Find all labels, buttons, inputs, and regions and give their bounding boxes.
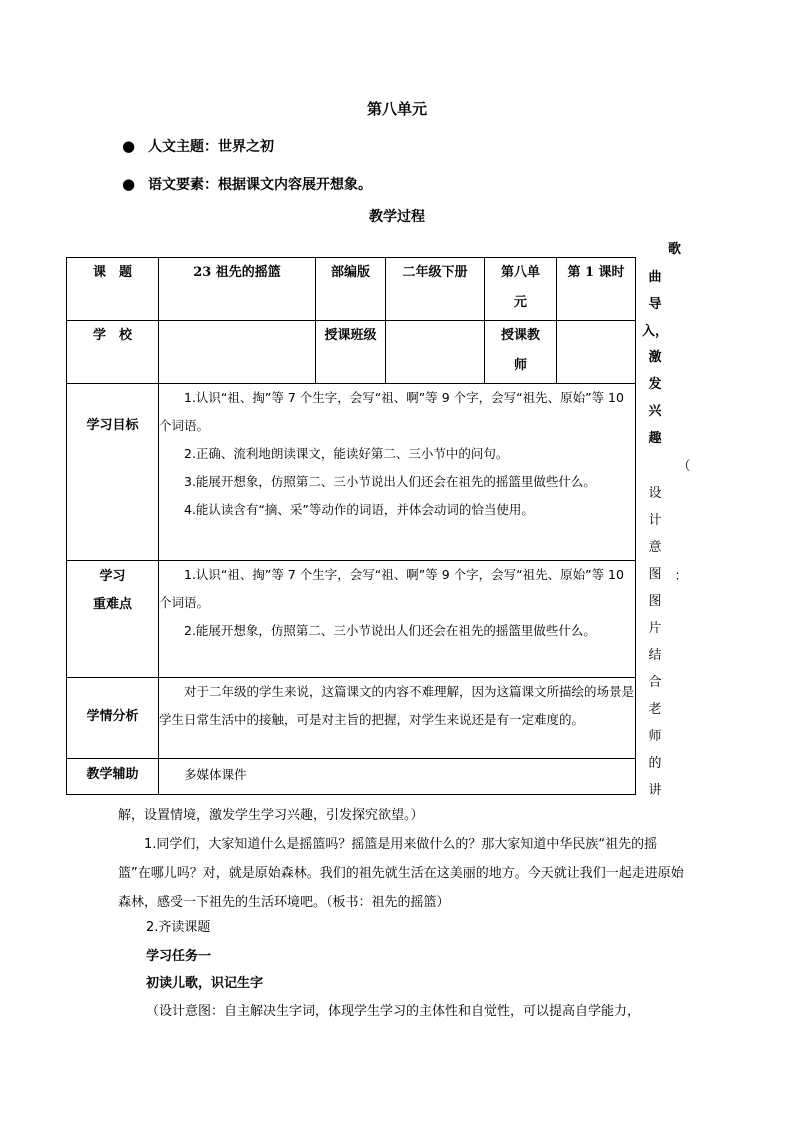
side-char: 曲 <box>648 270 662 285</box>
label-goals: 学习目标 <box>67 384 159 561</box>
key-item: 1.认识“祖、掏”等 7 个生字，会写“祖、啊”等 9 个字，会写“祖先、原始”等 10 个词语。 <box>159 567 624 610</box>
side-char: 歌 <box>668 242 682 257</box>
label-class: 授课班级 <box>316 321 386 384</box>
side-char: 激 <box>648 350 662 365</box>
design-note: （设计意图：自主解决生字词，体现学生学习的主体性和自觉性，可以提高自学能力， <box>146 1004 641 1019</box>
goals-content <box>159 384 636 561</box>
side-char: 趣 <box>648 431 662 446</box>
goal-item: 1.认识“祖、掏”等 7 个生字，会写“祖、啊”等 9 个字，会写“祖先、原始”等 10 个词语。 <box>159 390 624 433</box>
school-value <box>159 321 316 384</box>
side-paren: （ <box>677 459 691 474</box>
theme-line: 人文主题：世界之初 <box>148 139 274 155</box>
side-char: 导 <box>648 297 662 312</box>
unit-cell: 第八单元 <box>485 258 557 321</box>
label-teacher: 授课教师 <box>485 321 557 384</box>
label-key-points <box>67 561 159 678</box>
key-label-line2: 重难点 <box>92 597 132 612</box>
side-char: 讲 <box>648 783 662 798</box>
class-value <box>386 321 485 384</box>
side-char: 设 <box>648 486 662 501</box>
side-char: 片 <box>648 621 662 636</box>
key-item: 2.能展开想象，仿照第二、三小节说出人们还会在祖先的摇篮里做些什么。 <box>184 623 596 638</box>
teacher-value <box>557 321 636 384</box>
period-cell: 第 1 课时 <box>557 258 636 321</box>
lesson-table <box>66 257 636 795</box>
aids-text: 多媒体课件 <box>159 759 636 795</box>
body-line1: 解，设置情境，激发学生学习兴趣，引发探究欲望。） <box>118 808 424 823</box>
grade: 二年级下册 <box>386 258 485 321</box>
goal-item: 2.正确、流利地朗读课文，能读好第二、三小节中的问句。 <box>184 446 509 461</box>
element-line: 语文要素：根据课文内容展开想象。 <box>148 177 372 193</box>
side-char: 意 <box>648 540 662 555</box>
side-colon: ： <box>674 569 688 584</box>
label-aids: 教学辅助 <box>67 759 159 795</box>
task-title: 学习任务一 <box>146 949 212 964</box>
side-char: 发 <box>648 377 662 392</box>
side-char: 图 <box>648 567 662 582</box>
goal-item: 4.能认读含有“摘、采”等动作的词语，并体会动词的恰当使用。 <box>184 502 534 517</box>
label-topic: 课 题 <box>67 258 159 321</box>
label-analysis: 学情分析 <box>67 678 159 759</box>
body-item2: 2.齐读课题 <box>146 920 211 935</box>
lesson-name: 23 祖先的摇篮 <box>159 258 316 321</box>
goal-item: 3.能展开想象，仿照第二、三小节说出人们还会在祖先的摇篮里做些什么。 <box>184 474 596 489</box>
side-char: 结 <box>648 648 662 663</box>
side-char: 老 <box>648 702 662 717</box>
key-points-content <box>159 561 636 678</box>
unit-title: 第八单元 <box>366 100 427 118</box>
edition: 部编版 <box>316 258 386 321</box>
body-para1: 1.同学们，大家知道什么是摇篮吗？摇篮是用来做什么的？那大家知道中华民族“祖先的摇篮”在哪儿吗？对，就是原始森林。我们的祖先就生活在这美丽的地方。今天就让我们一起走进原始森林，感受一下祖先的生活环境吧。（板书：祖先的摇篮） <box>118 837 684 910</box>
bullet-dot: ● <box>122 175 136 193</box>
side-char: 兴 <box>648 404 662 419</box>
analysis-text: 对于二年级的学生来说，这篇课文的内容不难理解，因为这篇课文所描绘的场景是学生日常生活中的接触，可是对主旨的把握，对学生来说还是有一定难度的。 <box>159 678 636 759</box>
process-title: 教学过程 <box>369 209 425 225</box>
side-char: 计 <box>648 513 662 528</box>
bullet-dot: ● <box>122 137 136 155</box>
side-char: 图 <box>648 594 662 609</box>
side-char: 师 <box>648 729 662 744</box>
label-school: 学 校 <box>67 321 159 384</box>
key-label-line1: 学习 <box>99 569 126 584</box>
side-char: 合 <box>648 675 662 690</box>
side-char: 的 <box>648 756 662 771</box>
side-char: 入， <box>641 324 668 339</box>
task-subtitle: 初读儿歌，识记生字 <box>146 976 264 991</box>
